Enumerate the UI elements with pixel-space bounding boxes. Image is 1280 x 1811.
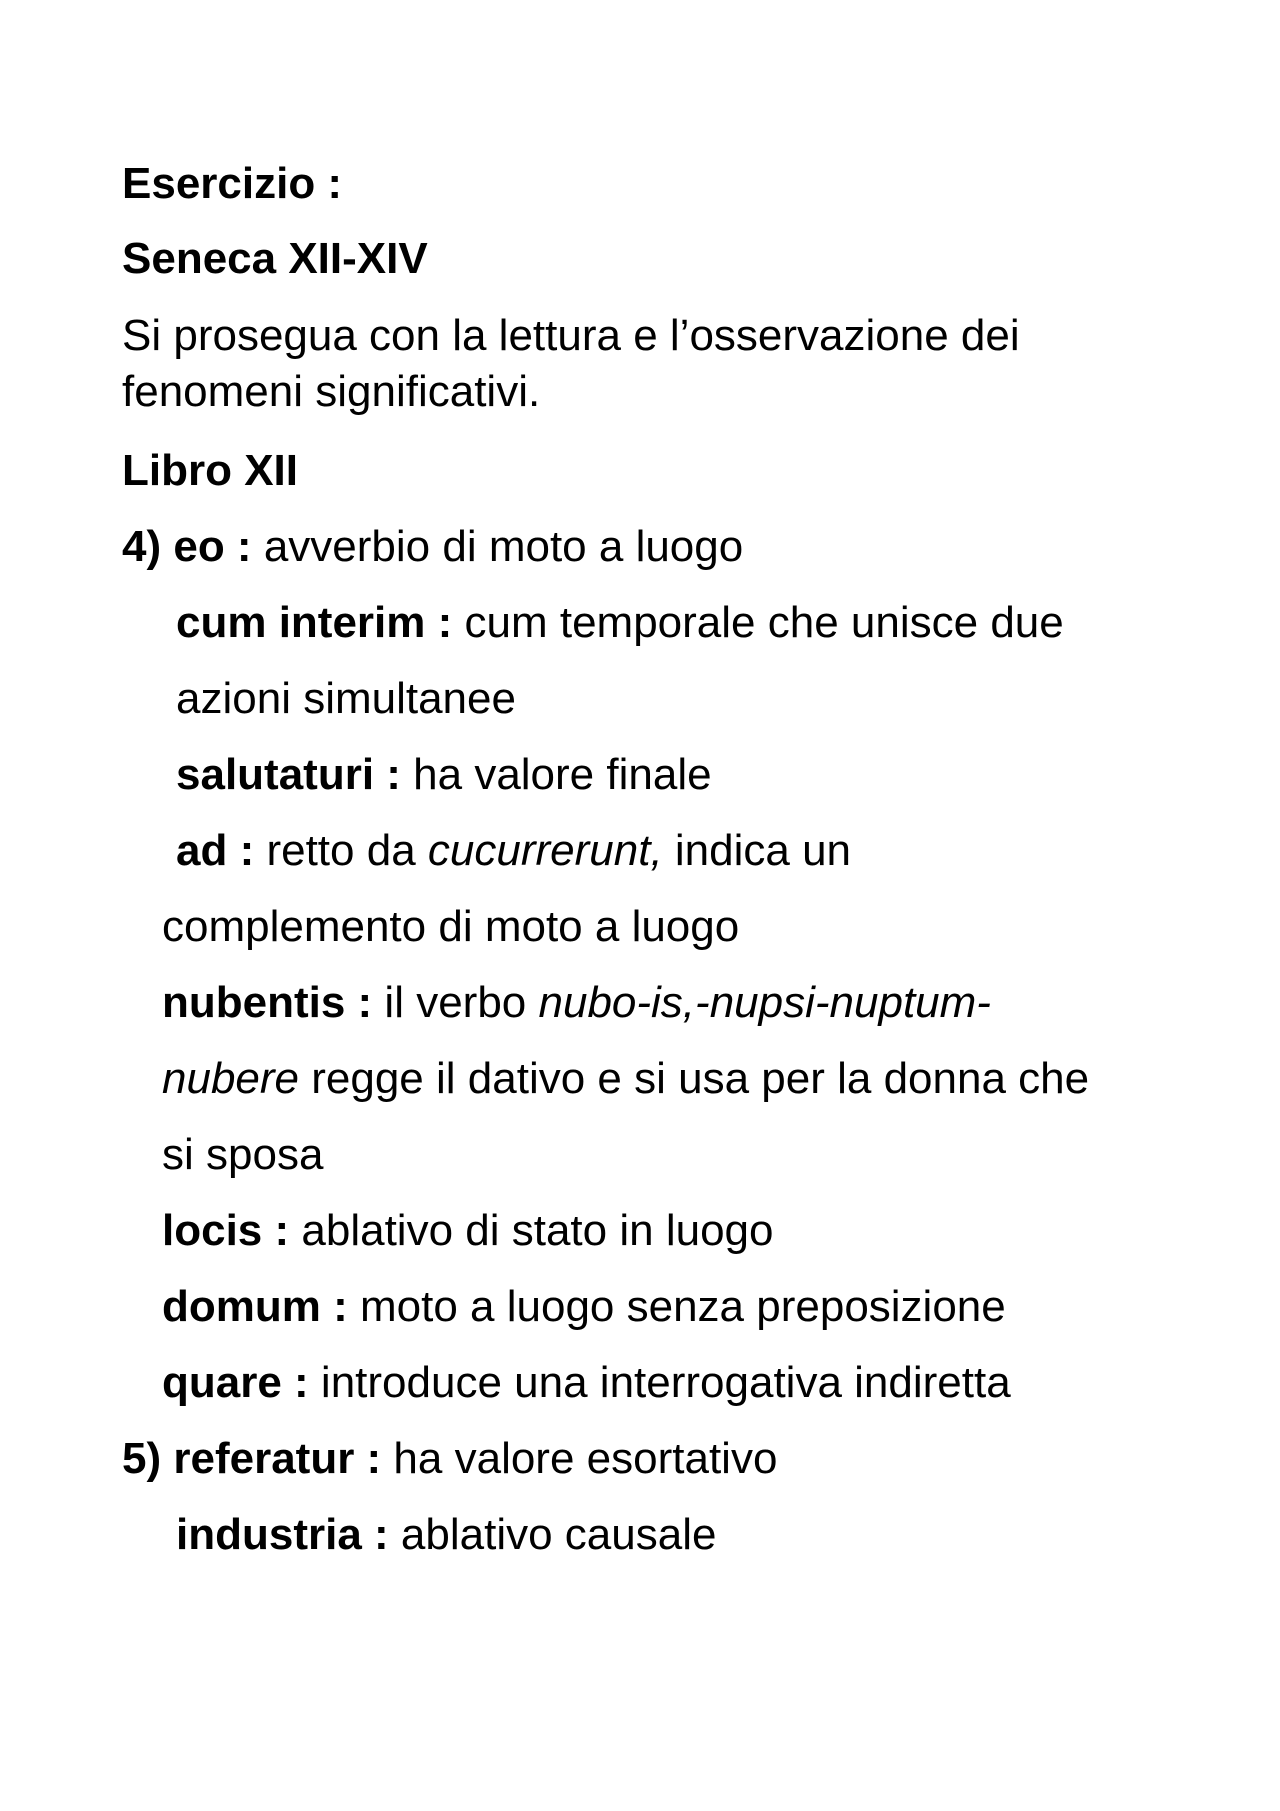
note-quare (162, 1358, 1011, 1408)
note-cum-interim-continued: azioni simultanee (176, 674, 516, 723)
note-nubentis-continued-2: si sposa (162, 1130, 324, 1179)
definition-ad-italic: cucurrerunt, (427, 826, 663, 875)
exercise-title: Esercizio : (122, 159, 343, 208)
definition-nubentis-italic: nubo-is,-nupsi-nuptum- (538, 978, 991, 1027)
term-locis: locis : (162, 1206, 290, 1255)
note-salutaturi (176, 750, 712, 800)
note-number: 5) (122, 1434, 162, 1483)
definition-locis: ablativo di stato in luogo (289, 1206, 774, 1255)
note-nubentis-continued (162, 1054, 1089, 1104)
note-number: 4) (122, 522, 162, 571)
term-domum: domum : (162, 1282, 348, 1331)
intro-line-1: Si prosegua con la lettura e l’osservazione dei (122, 311, 1020, 360)
definition-cum-interim: cum temporale che unisce due (452, 598, 1064, 647)
definition-nubentis-italic-2: nubere (162, 1054, 300, 1103)
term-cum-interim: cum interim : (176, 598, 453, 647)
definition-referatur: ha valore esortativo (381, 1434, 778, 1483)
term-eo: eo : (173, 522, 252, 571)
note-nubentis (162, 978, 991, 1028)
definition-salutaturi: ha valore finale (400, 750, 712, 799)
term-nubentis: nubentis : (162, 978, 373, 1027)
definition-industria: ablativo causale (388, 1510, 717, 1559)
note-referatur (122, 1434, 777, 1484)
definition-nubentis-part1: il verbo (372, 978, 539, 1027)
definition-domum: moto a luogo senza preposizione (347, 1282, 1006, 1331)
section-title: Libro XII (122, 446, 298, 495)
note-industria (176, 1510, 716, 1560)
note-locis (162, 1206, 773, 1256)
intro-line-2: fenomeni significativi. (122, 367, 541, 416)
exercise-subtitle: Seneca XII-XIV (122, 234, 428, 283)
term-referatur: referatur : (173, 1434, 382, 1483)
note-ad-continued: complemento di moto a luogo (162, 902, 740, 951)
definition-ad-part1: retto da (254, 826, 428, 875)
term-ad: ad : (176, 826, 255, 875)
term-industria: industria : (176, 1510, 389, 1559)
note-ad (176, 826, 851, 876)
definition-eo: avverbio di moto a luogo (251, 522, 744, 571)
term-quare: quare : (162, 1358, 309, 1407)
definition-quare: introduce una interrogativa indiretta (308, 1358, 1011, 1407)
definition-ad-part2: indica un (662, 826, 852, 875)
term-salutaturi: salutaturi : (176, 750, 401, 799)
definition-nubentis-part2: regge il dativo e si usa per la donna che (299, 1054, 1090, 1103)
note-domum (162, 1282, 1006, 1332)
note-eo (122, 522, 743, 572)
note-cum-interim (176, 598, 1064, 648)
